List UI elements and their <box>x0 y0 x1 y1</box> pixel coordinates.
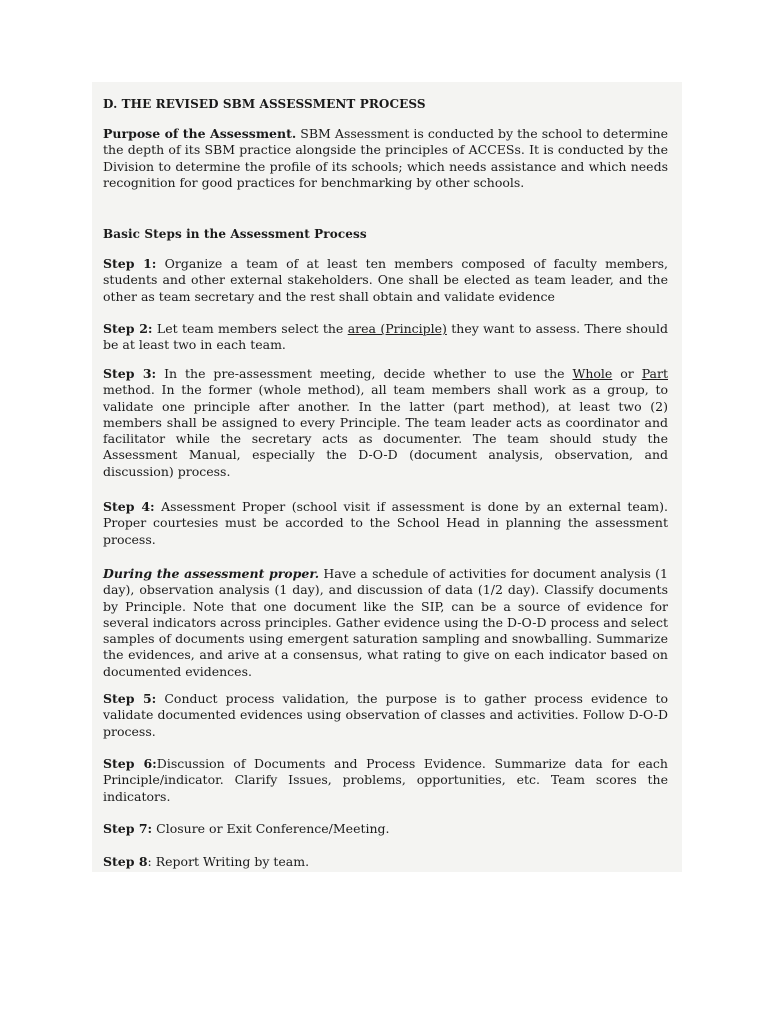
step-5-text: Conduct process validation, the purpose is to gather process evidence to validate documented evidences using observation of classes and activities. Follow D-O-D process. <box>103 691 668 739</box>
step-8-paragraph <box>103 854 668 870</box>
purpose-text: SBM Assessment is conducted by the school to determine the depth of its SBM practice alongside the principles of ACCESs. It is conducted by the Division to determine the profile of its schools; which needs assistance and which needs recognition for good practices for benchmarking by other schools. <box>103 126 669 190</box>
step-3-part: Part <box>641 366 669 381</box>
step-6-paragraph <box>103 756 668 805</box>
during-assessment-paragraph <box>103 566 668 680</box>
step-2-area-principle: area (Principle) <box>347 321 447 336</box>
step-8-lead: Step 8 <box>103 854 148 869</box>
step-6-text: Discussion of Documents and Process Evidence. Summarize data for each Principle/indicator. Clarify Issues, problems, opportunities, etc. Team scores the indicators. <box>103 756 668 804</box>
step-1-lead: Step 1: <box>103 256 157 271</box>
step-2-lead: Step 2: <box>103 321 153 336</box>
purpose-lead: Purpose of the Assessment. <box>103 126 297 141</box>
step-3-text-a: In the pre-assessment meeting, decide whether to use the <box>156 366 573 381</box>
step-2-text-b: they want to assess. There should be at least two in each team. <box>103 321 668 353</box>
step-3-whole: Whole <box>572 366 613 381</box>
step-4-text: Assessment Proper (school visit if assessment is done by an external team). Proper courtesies must be accorded to the School Head in planning the assessment process. <box>103 499 668 547</box>
purpose-paragraph <box>103 126 668 191</box>
step-3-lead: Step 3: <box>103 366 157 381</box>
step-3-text-b: method. In the former (whole method), all team members shall work as a group, to validate one principle after another. In the latter (part method), at least two (2) members shall be assigned to every Principle. The team leader acts as coordinator and facilitator while the secretary acts as documenter. The team should study the Assessment Manual, especially the D-O-D (document analysis, observation, and discussion) process. <box>103 382 668 479</box>
during-text: Have a schedule of activities for document analysis (1 day), observation analysis (1 day), and discussion of data (1/2 day). Classify documents by Principle. Note that one document like the SIP, can be a source of evidence for several indicators across principles. Gather evidence using the D-O-D process and select samples of documents using emergent saturation sampling and snowballing. Summarize the evidences, and arive at a consensus, what rating to give on each indicator based on documented evidences. <box>103 566 668 679</box>
step-5-lead: Step 5: <box>103 691 157 706</box>
step-4-paragraph <box>103 499 668 548</box>
step-8-text: : Report Writing by team. <box>147 854 310 869</box>
step-7-paragraph <box>103 821 668 837</box>
step-2-paragraph <box>103 321 668 354</box>
step-4-lead: Step 4: <box>103 499 155 514</box>
step-1-paragraph <box>103 256 668 305</box>
step-1-text: Organize a team of at least ten members composed of faculty members, students and other external stakeholders. One shall be elected as team leader, and the other as team secretary and the rest shall obtain and validate evidence <box>103 256 668 304</box>
step-7-text: Closure or Exit Conference/Meeting. <box>152 821 390 836</box>
step-5-paragraph <box>103 691 668 740</box>
step-3-or: or <box>612 366 642 381</box>
during-lead: During the assessment proper. <box>103 566 320 581</box>
step-2-text-a: Let team members select the <box>152 321 348 336</box>
basic-steps-heading: Basic Steps in the Assessment Process <box>103 227 367 241</box>
step-6-lead: Step 6: <box>103 756 157 771</box>
section-title: D. THE REVISED SBM ASSESSMENT PROCESS <box>103 97 426 111</box>
step-3-paragraph <box>103 366 668 480</box>
step-7-lead: Step 7: <box>103 821 153 836</box>
